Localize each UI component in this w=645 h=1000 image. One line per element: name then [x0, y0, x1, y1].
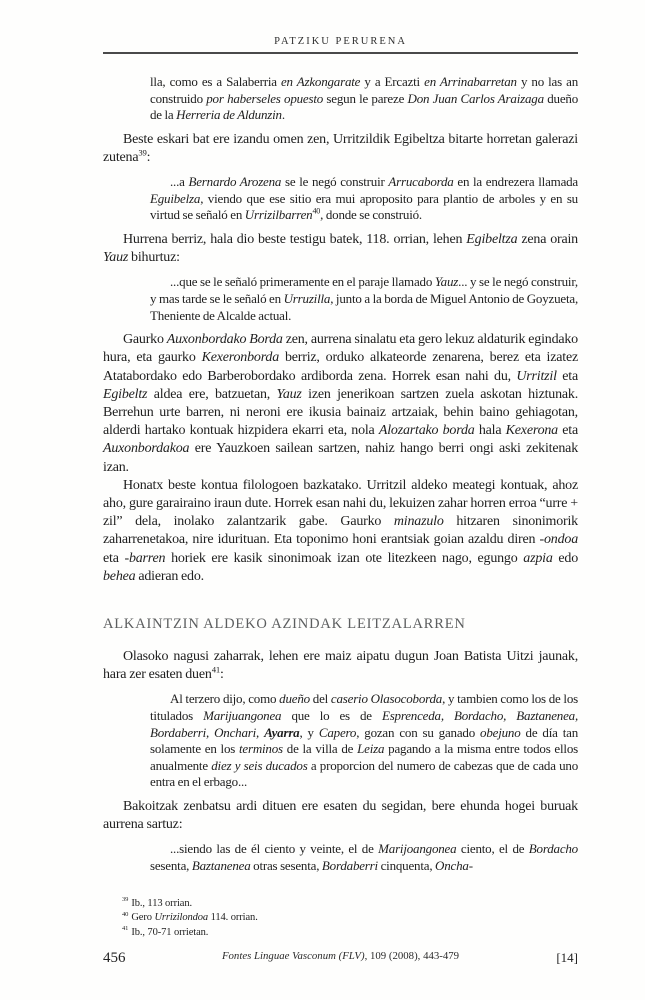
header-rule [103, 52, 578, 54]
body-paragraph-olasoko: Olasoko nagusi zaharrak, lehen ere maiz aipatu dugun Joan Batista Uitzi jaunak, hara zer esaten duen$^{41}$: [103, 649, 578, 683]
running-head: PATZIKU PERURENA [274, 36, 407, 47]
body-paragraph-bakoitzak: Bakoitzak zenbatsu ardi dituen ere esaten du segidan, bere ehunda hogei buruak aurrena sartuz: [103, 798, 578, 833]
quote-block-al-terzero: Al terzero dijo, como dueño del caserio Olasocoborda, y tambien como los de los titulados Marijuangonea que lo es de Esprenceda, Bordacho, Baztanenea, Bordaberri, Onchari, Ayarra, y Capero, gozan con su ganado obejuno de día tan solamente en los terminos de la villa de Leiza pagando a la misma entre todos ellos anualmente diez y seis ducados a proporcion del numero de cabezas que de cada uno entra en el erbago... [150, 691, 579, 790]
footnote-41 [103, 926, 578, 941]
footnote-40 [103, 911, 578, 926]
footnote-39-number: 39 [122, 896, 129, 904]
quote-block-bernardo-arozena: ...a Bernardo Arozena se le negó construir Arrucaborda en la endrezera llamada Eguibelza, viendo que ese sitio era mui aproposito para plantio de arboles y en su virtud se señaló en Urrizilbarren$^{40}$, donde se construió. [150, 174, 579, 223]
body-paragraph-hurrena-berriz: Hurrena berriz, hala dio beste testigu batek, 118. orrian, lehen Egibeltza zena orain Yauz bihurtuz: [103, 231, 578, 266]
footnote-41-text: Ib., 70-71 orrietan. [131, 926, 209, 938]
footnote-40-number: 40 [122, 910, 129, 918]
footnotes-section [103, 897, 578, 941]
page-body [103, 74, 578, 940]
footnote-41-number: 41 [122, 925, 129, 933]
page-header [103, 36, 578, 54]
quote-block-siendo: ...siendo las de él ciento y veinte, el de Marijoangonea ciento, el de Bordacho sesenta, Baztanenea otras sesenta, Bordaberri cinquenta, Oncha- [150, 841, 578, 873]
footnote-39 [103, 897, 578, 912]
footnote-39-text: Ib., 113 orrian. [131, 897, 193, 909]
body-paragraph-beste-eskari: Beste eskari bat ere izandu omen zen, Urritzildik Egibeltza bitarte horretan galerazi zutena$^{39}$: [103, 131, 578, 165]
body-paragraph-gaurko-auxonbordako: Gaurko Auxonbordako Borda zen, aurrena sinalatu eta gero lekuz aldaturik egindako hura, eta gaurko Kexeronborda berriz, orduko alkateorde zenarena, berez eta izatez Atatabordako edo Barberobordako ardiborda zena. Horrek esan nahi du, Urritzil eta Egibeltz aldea ere, batzuetan, Yauz izen jenerikoan sartzen zuela askotan hiztunak. Berrehun urte barren, ni neroni ere ikusia bainaiz artzaiak, behin baino gehiagotan, alderdi hartako kontuak hizpidera ekarri eta, nola Alozartako borda hala Kexerona eta Auxonbordakoa ere Yauzkoen sailean sartzen, nahiz hango berri ongi aski zekitenak izan. [103, 332, 578, 475]
body-paragraph-honatx: Honatx beste kontua filologoen bazkatako. Urritzil aldeko meategi kontuak, ahoz aho, gure garairaino iraun dute. Horrek esan nahi du, lekuizen zahar horren erroa “urre + zil” dela, inolako zalantzarik gabe. Gaurko minazulo hitzaren sinonimorik zaharrenetakoa, nire idurituan. Eta toponimo honi erantsiak goian azaldu diren -ondoa eta -barren horiek ere kasik sinonimoak izan ote litezkeen nago, egungo azpia edo behea adieran edo. [103, 477, 579, 584]
section-heading: ALKAINTZIN ALDEKO AZINDAK LEITZALARREN [103, 616, 466, 632]
quote-block-continuation: lla, como es a Salaberria en Azkongarate y a Ercazti en Arrinabarretan y no las an construido por haberseles opuesto segun le pareze Don Juan Carlos Araizaga dueño de la Herreria de Aldunzin. [150, 74, 578, 123]
quote-block-yauz: ...que se le señaló primeramente en el paraje llamado Yauz... y se le negó construir, y mas tarde se le señaló en Urruzilla, junto a la borda de Miguel Antonio de Goyzueta, Theniente de Alcalde actual. [150, 274, 579, 323]
bracket-page-marker: [14] [556, 950, 578, 965]
footnote-40-text: Gero Urrizilondoa 114. orrian. [131, 912, 258, 924]
page-footer [103, 950, 578, 967]
journal-citation: Fontes Linguae Vasconum (FLV), 109 (2008), 443-479 [221, 950, 460, 962]
page-number: 456 [103, 950, 126, 966]
